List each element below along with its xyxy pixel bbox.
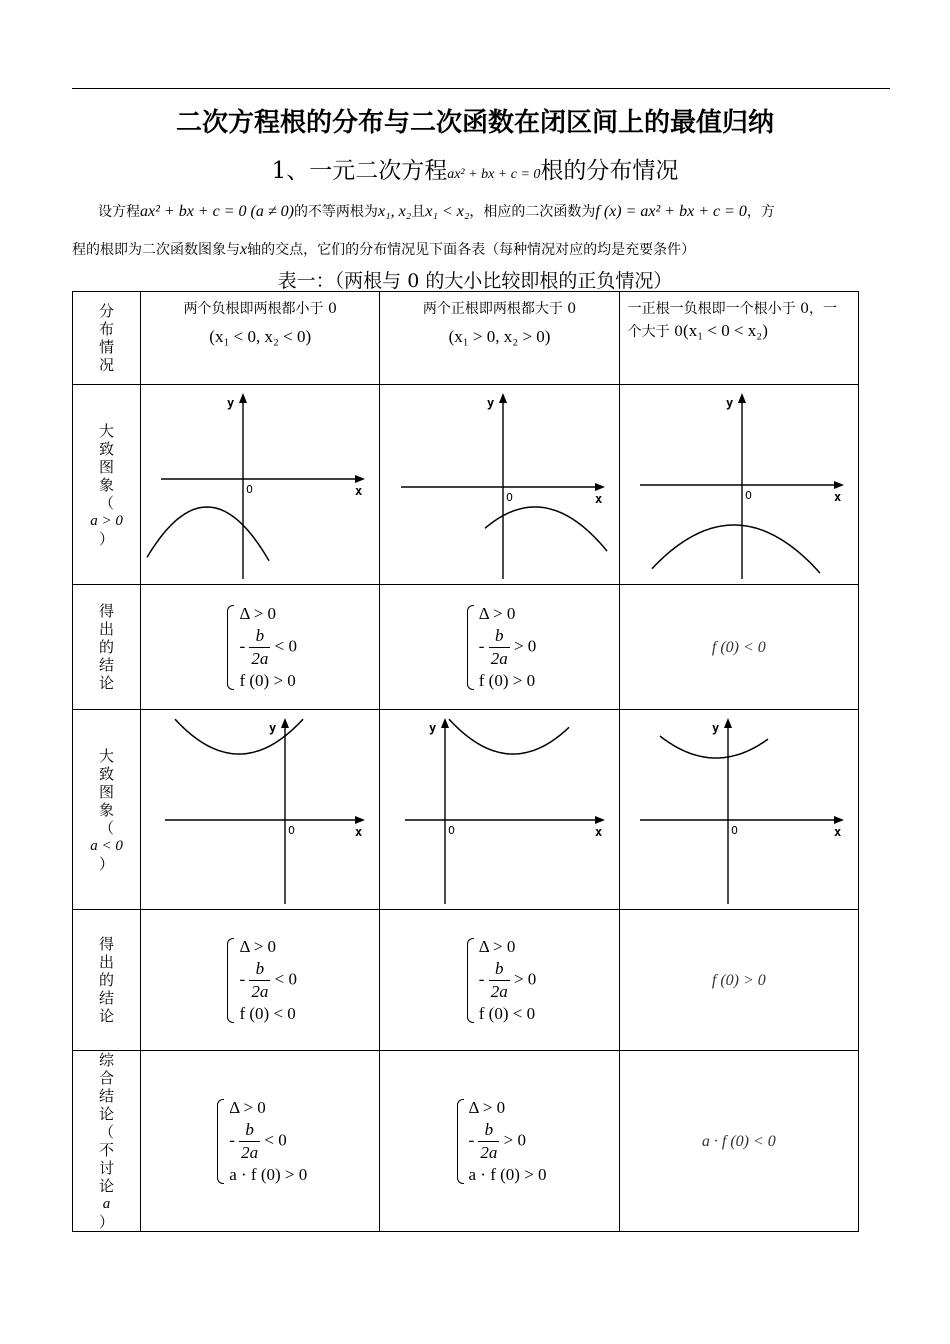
graph-cell	[141, 710, 380, 910]
row-label-char: 结	[99, 1087, 115, 1105]
x-axis-label: x	[594, 491, 602, 506]
conclusion-cell: f (0) > 0	[619, 910, 858, 1051]
row-label-char: 论	[99, 674, 115, 692]
y-axis-arrow	[441, 718, 449, 728]
conclusion-cell	[141, 585, 380, 710]
x-axis-label: x	[833, 824, 842, 839]
column-header-two-negative: 两个负根即两根都小于 0 (x₁ < 0, x₂ < 0)	[141, 292, 380, 385]
condition-system: Δ > 0 - $\frac{b}{2a}$ > 0 f (0) < 0	[463, 936, 537, 1025]
root-distribution-table	[72, 291, 859, 1232]
row-label-summary: 综 合 结 论 （ 不 讨 论 a ）	[73, 1051, 141, 1232]
row-label-char: 结	[99, 656, 115, 674]
x-axis-arrow	[355, 475, 365, 483]
condition-system: Δ > 0 - $\frac{b}{2a}$ < 0 f (0) < 0	[223, 936, 297, 1025]
graph-cell	[141, 385, 380, 585]
graph-cell	[619, 710, 858, 910]
top-rule	[72, 88, 890, 89]
row-label-char: 出	[99, 620, 115, 638]
parabola-graph	[385, 387, 615, 583]
row-label-char: 图	[99, 457, 115, 476]
row-label-char: 情	[99, 338, 115, 356]
column-header-opposite-signs: 一正根一负根即一个根小于 0，一个大于 0(x₁ < 0 < x₂)	[619, 292, 858, 385]
row-label-char: 综	[99, 1051, 115, 1069]
origin-label: 0	[288, 823, 296, 837]
origin-label: 0	[246, 482, 254, 496]
row-label-conclusion-negative	[73, 910, 141, 1051]
row-label-char: 象	[99, 800, 115, 819]
row-label-char: 大	[99, 746, 115, 765]
condition-system: Δ > 0 - $\frac{b}{2a}$ > 0 f (0) > 0	[463, 603, 537, 692]
table-row-summary	[73, 1051, 859, 1232]
row-label-distribution	[73, 292, 141, 385]
row-label-char: 的	[99, 638, 115, 656]
row-label-char: 得	[99, 935, 115, 953]
row-label-graph-negative: 大 致 图 象 （ a < 0 ）	[73, 710, 141, 910]
y-axis-arrow	[738, 393, 746, 403]
x-axis-arrow	[834, 481, 844, 489]
origin-label: 0	[744, 488, 752, 502]
origin-label: 0	[505, 490, 513, 504]
conclusion-cell	[141, 1051, 380, 1232]
row-label-char: （	[99, 1123, 115, 1141]
graph-cell	[619, 385, 858, 585]
table-row-conclusion-positive	[73, 585, 859, 710]
table-row-conclusion-negative	[73, 910, 859, 1051]
row-label-char: 不	[99, 1141, 115, 1159]
parabola-graph	[385, 712, 615, 908]
table-row-graph-positive	[73, 385, 859, 585]
condition-system: Δ > 0 - $\frac{b}{2a}$ < 0 f (0) > 0	[223, 603, 297, 692]
y-axis-label: y	[725, 395, 734, 410]
y-axis-arrow	[239, 393, 247, 403]
y-axis-label: y	[428, 720, 436, 735]
conclusion-cell	[380, 1051, 619, 1232]
section-heading: 1、一元二次方程ax² + bx + c = 0根的分布情况	[271, 158, 679, 184]
row-label-char: 致	[99, 439, 115, 458]
graph-cell	[380, 385, 619, 585]
row-label-char: 布	[99, 320, 115, 338]
conclusion-cell	[141, 910, 380, 1051]
x-axis-label: x	[355, 824, 363, 839]
row-label-char: （	[99, 493, 115, 512]
parabola-graph	[145, 712, 375, 908]
intro-paragraph: 设方程ax² + bx + c = 0 (a ≠ 0)的不等两根为x₁, x₂且x₁ < x₂，相应的二次函数为f (x) = ax² + bx + c = 0，方	[98, 203, 775, 220]
condition-system: Δ > 0 - $\frac{b}{2a}$ > 0 a · f (0) > 0	[453, 1097, 547, 1186]
row-label-char: 结	[99, 989, 115, 1007]
x-axis-arrow	[355, 816, 365, 824]
row-label-char: 致	[99, 764, 115, 783]
graph-cell	[380, 710, 619, 910]
row-label-char: （	[99, 818, 115, 837]
row-label-graph-positive: 大 致 图 象 （ a > 0 ）	[73, 385, 141, 585]
table-row-distribution	[73, 292, 859, 385]
table-row-graph-negative	[73, 710, 859, 910]
conclusion-cell	[380, 585, 619, 710]
row-label-char: 出	[99, 953, 115, 971]
row-label-char: 分	[99, 302, 115, 320]
conclusion-cell: f (0) < 0	[619, 585, 858, 710]
column-header-two-positive: 两个正根即两根都大于 0 (x₁ > 0, x₂ > 0)	[380, 292, 619, 385]
row-label-char: 论	[99, 1105, 115, 1123]
y-axis-label: y	[269, 720, 277, 735]
x-axis-arrow	[595, 483, 605, 491]
parabola-graph	[624, 712, 854, 908]
y-axis-arrow	[724, 718, 732, 728]
x-axis-arrow	[595, 816, 605, 824]
y-axis-label: y	[711, 720, 720, 735]
intro-paragraph-line2: 程的根即为二次函数图象与x轴的交点，它们的分布情况见下面各表（每种情况对应的均是充要条件）	[72, 241, 696, 258]
row-label-char: 图	[99, 782, 115, 801]
page-title: 二次方程根的分布与二次函数在闭区间上的最值归纳	[175, 108, 774, 138]
parabola-curve	[660, 736, 768, 758]
x-axis-label: x	[594, 824, 602, 839]
parabola-graph	[145, 387, 375, 583]
conclusion-cell: a · f (0) < 0	[619, 1051, 858, 1232]
origin-label: 0	[730, 823, 738, 837]
parabola-curve	[449, 719, 569, 754]
row-label-char: 大	[99, 421, 115, 440]
x-axis-arrow	[834, 816, 844, 824]
y-axis-arrow	[281, 718, 289, 728]
x-axis-label: x	[833, 489, 842, 504]
parabola-curve	[652, 525, 820, 573]
row-label-char: 论	[99, 1007, 115, 1025]
x-axis-label: x	[355, 483, 363, 498]
row-label-char: 得	[99, 602, 115, 620]
row-label-char: 合	[99, 1069, 115, 1087]
row-label-char: 况	[99, 356, 115, 374]
conclusion-cell	[380, 910, 619, 1051]
condition-system: Δ > 0 - $\frac{b}{2a}$ < 0 a · f (0) > 0	[213, 1097, 307, 1186]
parabola-curve	[147, 507, 269, 561]
origin-label: 0	[447, 823, 455, 837]
row-label-char: 论	[99, 1177, 115, 1195]
row-label-char: 的	[99, 971, 115, 989]
row-label-char: 象	[99, 475, 115, 494]
y-axis-label: y	[227, 395, 235, 410]
y-axis-arrow	[499, 393, 507, 403]
table-caption: 表一：（两根与 0 的大小比较即根的正负情况）	[277, 270, 673, 292]
row-label-char: 讨	[99, 1159, 115, 1177]
row-label-conclusion-positive	[73, 585, 141, 710]
y-axis-label: y	[486, 395, 494, 410]
parabola-graph	[624, 387, 854, 583]
